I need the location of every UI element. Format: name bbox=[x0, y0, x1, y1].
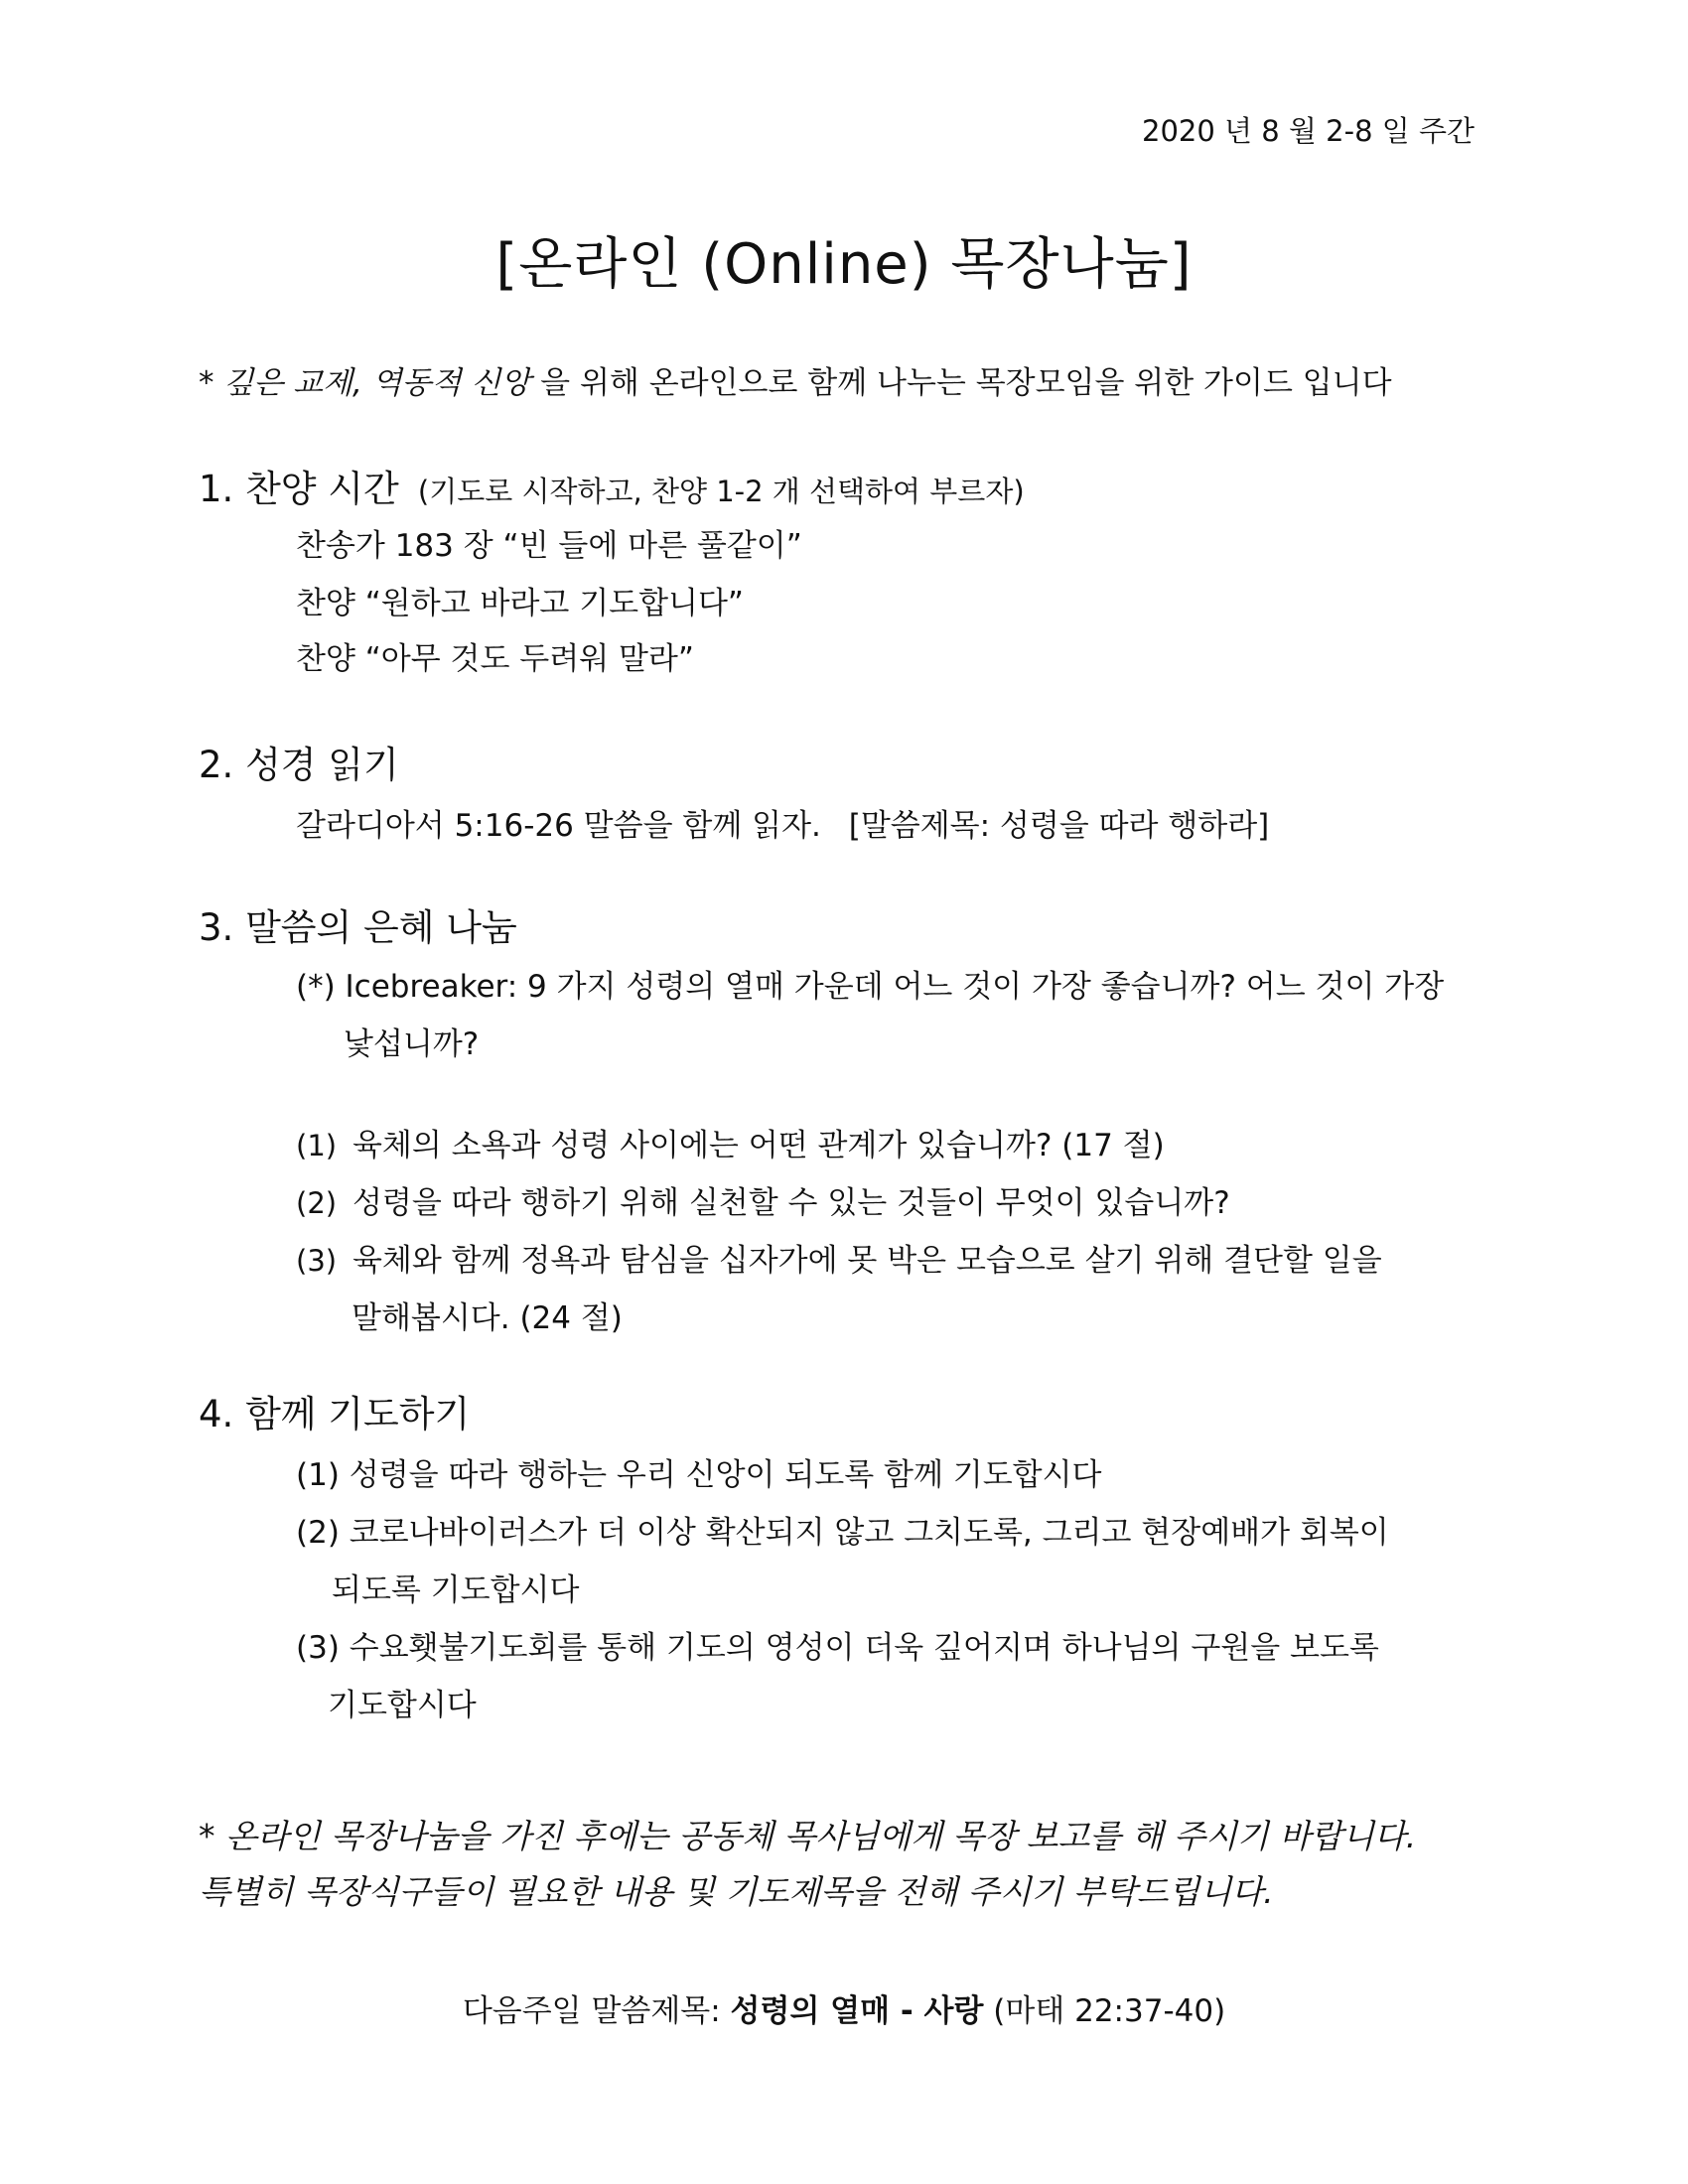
reading-text: 갈라디아서 5:16-26 말씀을 함께 읽자. bbox=[296, 808, 821, 844]
discussion-question-3 bbox=[296, 1235, 1382, 1280]
praise-item: 찬양 “원하고 바라고 기도합니다” bbox=[296, 586, 744, 621]
discussion-question-1 bbox=[296, 1120, 1165, 1164]
prayer-item-1: (1) 성령을 따라 행하는 우리 신앙이 되도록 함께 기도합시다 bbox=[296, 1457, 1102, 1493]
closing-note-line-2: 특별히 목장식구들이 필요한 내용 및 기도제목을 전해 주시기 부탁드립니다. bbox=[199, 1872, 1274, 1911]
next-week-title: 성령의 열매 - 사랑 bbox=[730, 1993, 984, 2029]
discussion-question-3-cont: 말해봅시다. (24 절) bbox=[352, 1300, 623, 1336]
hymn-item: 찬송가 183 장 “빈 들에 마른 풀같이” bbox=[296, 528, 802, 564]
next-week-reference: (마태 22:37-40) bbox=[983, 1993, 1226, 2029]
section-1-header bbox=[199, 459, 1025, 512]
question-number: (3) bbox=[296, 1244, 338, 1278]
scripture-reading bbox=[296, 800, 1269, 845]
icebreaker-question-cont: 낯섭니까? bbox=[344, 1026, 480, 1062]
section-1-subtitle: (기도로 시작하고, 찬양 1-2 개 선택하여 부르자) bbox=[417, 475, 1025, 508]
week-date: 2020 년 8 월 2-8 일 주간 bbox=[1142, 114, 1475, 148]
intro-emphasis: 깊은 교제, 역동적 신앙 bbox=[223, 365, 531, 401]
question-number: (2) bbox=[296, 1186, 338, 1220]
closing-note-line-1: * 온라인 목장나눔을 가진 후에는 공동체 목사님에게 목장 보고를 해 주시기 바랍니다. bbox=[199, 1817, 1417, 1855]
prayer-item-3: (3) 수요횃불기도회를 통해 기도의 영성이 더욱 깊어지며 하나님의 구원을 보도록 bbox=[296, 1630, 1379, 1666]
question-text: 성령을 따라 행하기 위해 실천할 수 있는 것들이 무엇이 있습니까? bbox=[352, 1185, 1230, 1221]
section-3-heading: 3. 말씀의 은혜 나눔 bbox=[199, 906, 517, 949]
prayer-item-3-cont: 기도합시다 bbox=[328, 1688, 477, 1723]
icebreaker-question: (*) Icebreaker: 9 가지 성령의 열매 가운데 어느 것이 가장 좋습니까? 어느 것이 가장 bbox=[296, 969, 1445, 1005]
discussion-question-2 bbox=[296, 1177, 1230, 1222]
question-text: 육체와 함께 정욕과 탐심을 십자가에 못 박은 모습으로 살기 위해 결단할 일을 bbox=[352, 1243, 1382, 1279]
sermon-title: [말씀제목: 성령을 따라 행하라] bbox=[848, 808, 1270, 844]
intro-rest: 을 위해 온라인으로 함께 나누는 목장모임을 위한 가이드 입니다 bbox=[530, 365, 1392, 401]
intro-note bbox=[199, 357, 1392, 402]
intro-prefix: * bbox=[199, 365, 224, 401]
prayer-item-2: (2) 코로나바이러스가 더 이상 확산되지 않고 그치도록, 그리고 현장예배가 회복이 bbox=[296, 1515, 1389, 1551]
praise-item: 찬양 “아무 것도 두려워 말라” bbox=[296, 641, 694, 677]
question-number: (1) bbox=[296, 1129, 338, 1162]
section-2-heading: 2. 성경 읽기 bbox=[199, 744, 399, 786]
next-week-label: 다음주일 말씀제목: bbox=[462, 1993, 731, 2029]
section-1-heading: 1. 찬양 시간 bbox=[199, 468, 399, 510]
next-week-sermon bbox=[0, 1985, 1688, 2030]
question-text: 육체의 소욕과 성령 사이에는 어떤 관계가 있습니까? (17 절) bbox=[352, 1128, 1165, 1163]
section-4-heading: 4. 함께 기도하기 bbox=[199, 1393, 471, 1435]
prayer-item-2-cont: 되도록 기도합시다 bbox=[332, 1572, 580, 1608]
page-title: [온라인 (Online) 목장나눔] bbox=[495, 232, 1193, 297]
